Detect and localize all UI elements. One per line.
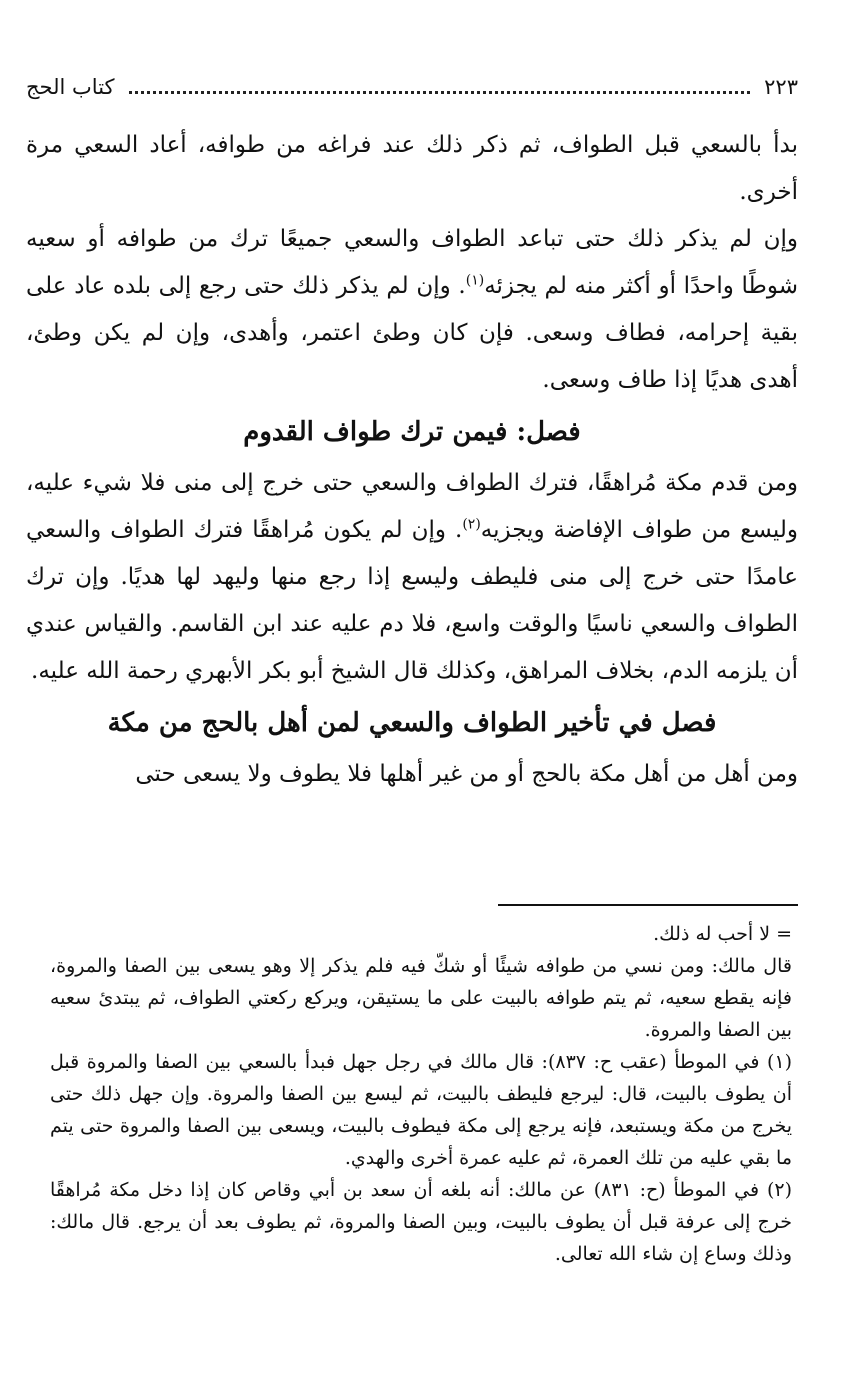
footnotes bbox=[50, 918, 792, 1270]
footnote-2: (٢) في الموطأ (ح: ٨٣١) عن مالك: أنه بلغه أن سعد بن أبي وقاص كان إذا دخل مكة مُراهقًا خرج إلى عرفة قبل أن يطوف بالبيت، وبين الصفا والمروة، ثم يطوف بعد أن يرجع. قال مالك: وذلك وساع إن شاء الله تعالى. bbox=[50, 1179, 792, 1265]
page-body bbox=[26, 72, 798, 798]
footnote-continuation-1: = لا أحب له ذلك. bbox=[653, 923, 792, 945]
running-head bbox=[26, 72, 798, 102]
footnote-1: (١) في الموطأ (عقب ح: ٨٣٧): قال مالك في رجل جهل فبدأ بالسعي بين الصفا والمروة قبل أن يطوف بالبيت، قال: ليرجع فليطف بالبيت، ثم ليسع بين الصفا والمروة. وإن جهل ذلك حتى يخرج من مكة ويستبعد، فإنه يرجع إلى مكة فيطوف بالبيت، ويسعى بين الصفا والمروة حتى يتم ما بقي عليه من تلك العمرة، ثم عليه عمرة أخرى والهدي. bbox=[50, 1051, 792, 1169]
paragraph-1: بدأ بالسعي قبل الطواف، ثم ذكر ذلك عند فراغه من طوافه، أعاد السعي مرة أخرى. bbox=[26, 132, 798, 205]
paragraph-3-text-b: . وإن لم يكون مُراهقًا فترك الطواف والسعي عامدًا حتى خرج إلى منى فليطف وليسع إذا رجع منها وليهد لها هديًا. وإن ترك الطواف والسعي ناسيًا والوقت واسع، فلا دم عليه عند ابن القاسم. والقياس عندي أن يلزمه الدم، بخلاف المراهق، وكذلك قال الشيخ أبو بكر الأبهري رحمة الله عليه. bbox=[26, 517, 798, 684]
footnote-ref-2[interactable]: (٢) bbox=[462, 516, 481, 533]
footnote-separator bbox=[498, 904, 798, 906]
paragraph-2-text-a: وإن لم يذكر ذلك حتى تباعد الطواف والسعي جميعًا ترك من طوافه أو سعيه شوطًا واحدًا أو أكثر منه لم يجزئه bbox=[26, 226, 798, 299]
paragraph-3-text-a: ومن قدم مكة مُراهقًا، فترك الطواف والسعي حتى خرج إلى منى فلا شيء عليه، وليسع من طواف الإفاضة ويجزيه bbox=[26, 470, 798, 543]
section-heading-1: فصل: فيمن ترك طواف القدوم bbox=[243, 417, 581, 447]
paragraph-2 bbox=[26, 216, 798, 404]
page-number: ٢٢٣ bbox=[764, 75, 798, 99]
footnote-continuation-2: قال مالك: ومن نسي من طوافه شيئًا أو شكّ فيه فلم يذكر إلا وهو يسعى بين الصفا والمروة، فإنه يقطع سعيه، ثم يتم طوافه بالبيت على ما يستيقن، ويركع ركعتي الطواف، ثم يبتدئ سعيه بين الصفا والمروة. bbox=[50, 955, 792, 1041]
section-heading-2: فصل في تأخير الطواف والسعي لمن أهل بالحج من مكة bbox=[107, 708, 717, 738]
footnote-ref-1[interactable]: (١) bbox=[465, 272, 485, 289]
paragraph-3 bbox=[26, 460, 798, 695]
dotted-leader bbox=[129, 75, 751, 94]
paragraph-4: ومن أهل من أهل مكة بالحج أو من غير أهلها فلا يطوف ولا يسعى حتى bbox=[135, 761, 798, 787]
paragraph-2-text-b: . وإن لم يذكر ذلك حتى رجع إلى بلده عاد على بقية إحرامه، فطاف وسعى. فإن كان وطئ اعتمر، وأهدى، وإن لم يكن وطئ، أهدى هديًا إذا طاف وسعى. bbox=[26, 273, 798, 393]
book-title: كتاب الحج bbox=[26, 75, 115, 99]
